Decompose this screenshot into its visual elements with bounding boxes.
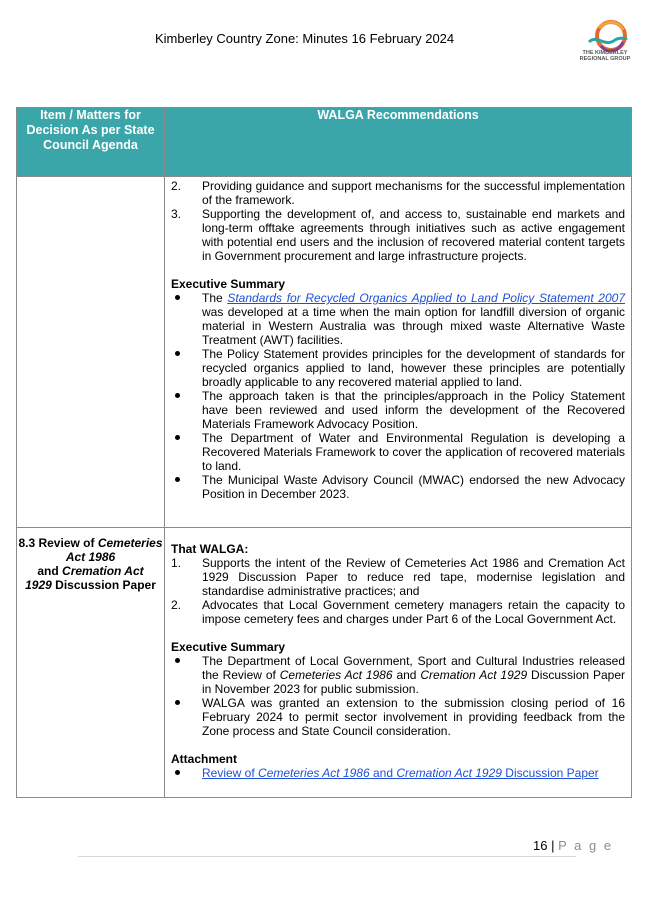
item-title-text: and <box>37 564 63 578</box>
numbered-item <box>171 207 625 263</box>
bullet-text: The Department of Local Government, Sport and Cultural Industries released the Review of <box>202 654 625 682</box>
attachment-link[interactable]: Review of Cemeteries Act 1986 and Cremation Act 1929 Discussion Paper <box>202 766 599 780</box>
page-number: 16 <box>533 838 548 853</box>
item-cell <box>17 528 165 798</box>
bullet-text: Discussion Paper in November 2023 for public submission. <box>202 668 625 696</box>
page-header-title: Kimberley Country Zone: Minutes 16 February 2024 <box>155 31 455 46</box>
item-number: 2. <box>171 598 182 612</box>
page-separator: | <box>551 838 555 853</box>
bullet-text: The Department of Water and Environmental Regulation is developing a Recovered Materials Framework to cover the application of recovered materials to land. <box>202 431 625 473</box>
item-text: Supporting the development of, and access to, sustainable end markets and long-term offtake agreements through initiatives such as active engagement with potential end users and the inclusion of recovered material content targets in Government procurement and large infrastructure projects. <box>202 207 625 263</box>
bullet-icon <box>175 435 180 440</box>
item-text: Supports the intent of the Review of Cemeteries Act 1986 and Cremation Act 1929 Discussion Paper to reduce red tape, modernise legislation and standardise administrative practices; and <box>202 556 625 598</box>
recommendations-cell <box>165 177 632 528</box>
item-cell-empty <box>17 177 165 528</box>
table-row <box>17 528 632 798</box>
bullet-icon <box>175 295 180 300</box>
bullet-item <box>171 473 625 501</box>
col-header-item: Item / Matters for Decision As per State Council Agenda <box>17 108 165 177</box>
page-number-footer <box>533 838 613 853</box>
item-text: Advocates that Local Government cemetery managers retain the capacity to impose cemetery fees and charges under Part 6 of the Local Government Act. <box>202 598 625 626</box>
item-title-act: Cremation Act <box>62 564 144 578</box>
bullet-item <box>171 389 625 431</box>
numbered-item <box>171 179 625 207</box>
item-title-act: Cemeteries Act 1986 <box>65 536 163 564</box>
bullet-icon <box>175 770 180 775</box>
bullet-item <box>171 654 625 696</box>
bullet-text: was developed at a time when the main option for landfill diversion of organic material in Western Australia was through mixed waste Alternative Waste Treatment (AWT) facilities. <box>202 305 625 347</box>
that-walga-heading: That WALGA: <box>171 542 249 556</box>
bullet-icon <box>175 700 180 705</box>
bullet-text: The Municipal Waste Advisory Council (MWAC) endorsed the new Advocacy Position in December 2023. <box>202 473 625 501</box>
numbered-item <box>171 556 625 598</box>
footer-divider <box>78 856 576 857</box>
bullet-text: The approach taken is that the principles/approach in the Policy Statement have been reviewed and used inform the development of the Recovered Materials Framework Advocacy Position. <box>202 389 625 431</box>
bullet-item <box>171 291 625 347</box>
page-label: P a g e <box>558 838 614 853</box>
item-number: 3. <box>171 207 182 221</box>
item-title-text: Discussion Paper <box>51 578 156 592</box>
bullet-icon <box>175 477 180 482</box>
item-number: 2. <box>171 179 182 193</box>
bullet-text: The Policy Statement provides principles for the development of standards for recycled organics applied to land, however these principles are potentially broadly applicable to any recovered material applied to land. <box>202 347 625 389</box>
item-title-text: 8.3 Review of <box>18 536 98 550</box>
act-name: Cremation Act 1929 <box>420 668 528 682</box>
bullet-text: The <box>202 291 228 305</box>
col-header-recommendations: WALGA Recommendations <box>165 108 632 177</box>
executive-summary-heading: Executive Summary <box>171 640 286 654</box>
bullet-item <box>171 766 625 780</box>
item-text: Providing guidance and support mechanisms for the successful implementation of the framework. <box>202 179 625 207</box>
bullet-icon <box>175 351 180 356</box>
item-title-year: 1929 <box>25 578 52 592</box>
table-row <box>17 177 632 528</box>
numbered-item <box>171 598 625 626</box>
executive-summary-heading: Executive Summary <box>171 277 286 291</box>
recommendations-table <box>16 107 632 798</box>
bullet-item <box>171 347 625 389</box>
bullet-text: WALGA was granted an extension to the submission closing period of 16 February 2024 to permit sector involvement in providing feedback from the Zone process and State Council consideration. <box>202 696 625 738</box>
bullet-item <box>171 431 625 473</box>
item-number: 1. <box>171 556 182 570</box>
logo-text: THE KIMBERLEY REGIONAL GROUP <box>579 50 631 62</box>
bullet-text: and <box>392 668 421 682</box>
policy-statement-link[interactable]: Standards for Recycled Organics Applied to Land Policy Statement 2007 <box>227 291 626 305</box>
bullet-icon <box>175 393 180 398</box>
act-name: Cemeteries Act 1986 <box>279 668 393 682</box>
bullet-item <box>171 696 625 738</box>
recommendations-cell <box>165 528 632 798</box>
bullet-icon <box>175 658 180 663</box>
table-header-row <box>17 108 632 177</box>
attachment-heading: Attachment <box>171 752 238 766</box>
